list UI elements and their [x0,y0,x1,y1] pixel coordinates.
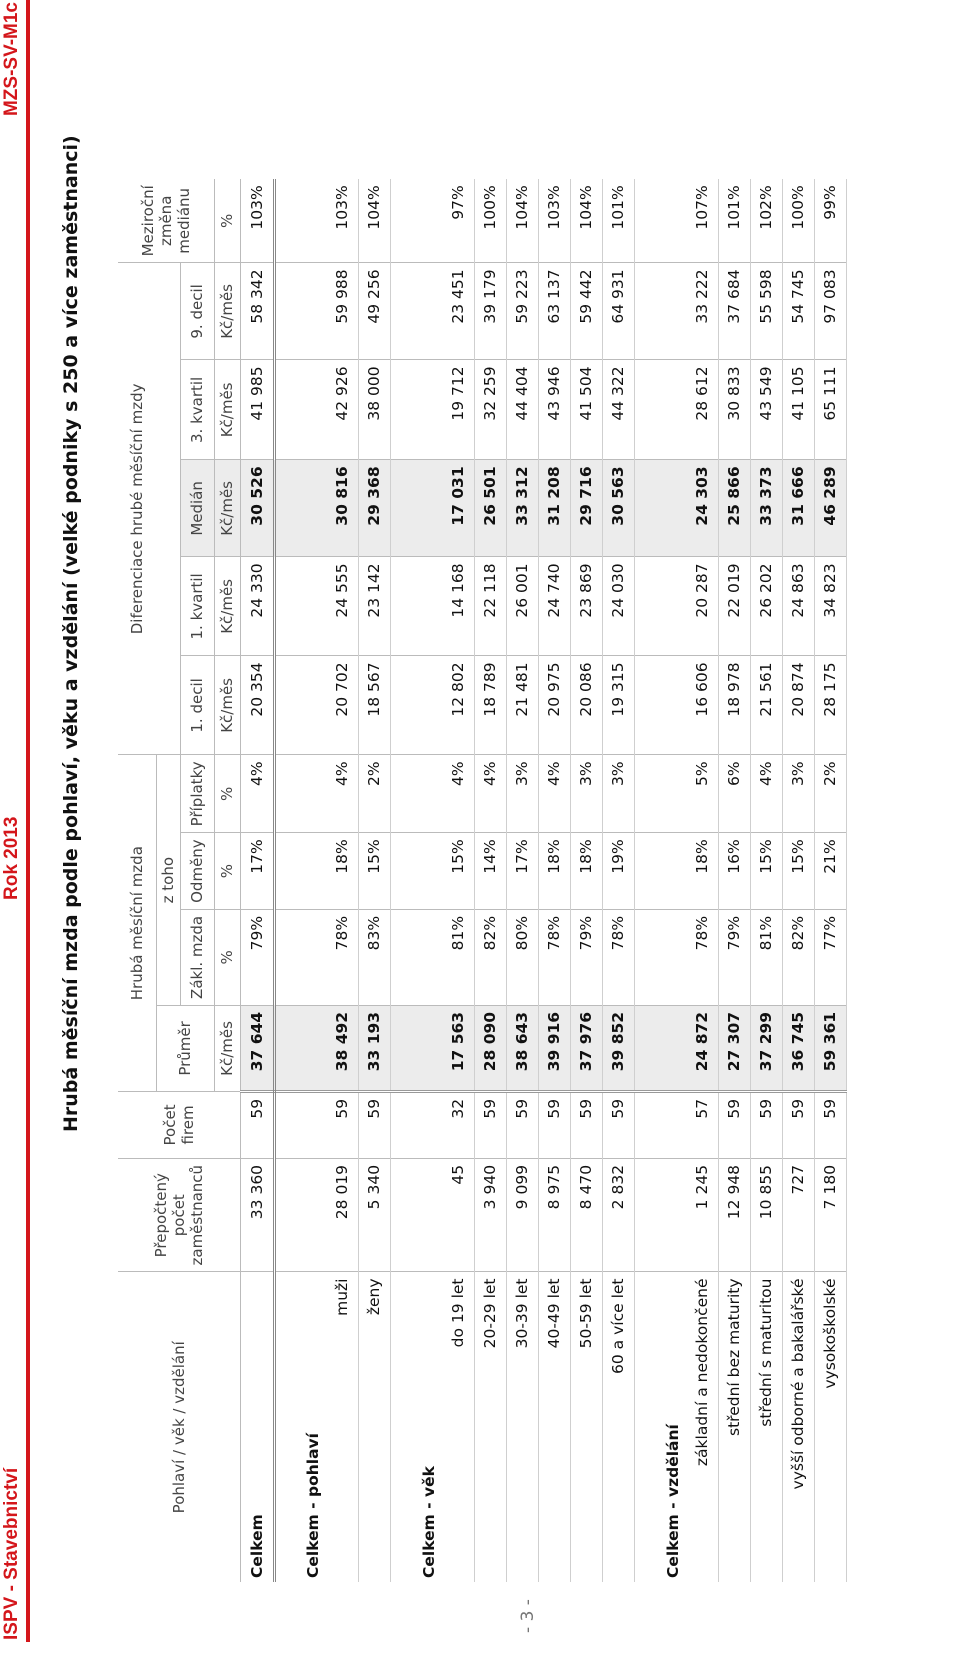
row-label: do 19 let [442,1272,474,1582]
unit-label: % [214,755,240,833]
table-cell: 38 492 [326,1005,358,1091]
table-cell: 103% [240,179,274,263]
table-cell: 65 111 [814,360,846,460]
table-cell: 23 869 [570,557,602,656]
total-row [240,179,274,1582]
page-number: - 3 - [518,1599,538,1633]
unit-label: % [214,909,240,1005]
section-title: Celkem - pohlaví [304,1433,322,1578]
table-row [814,179,846,1582]
table-cell: 104% [506,179,538,263]
table-cell: 8 975 [538,1158,570,1272]
section-title: Celkem - věk [420,1466,438,1578]
table-cell: 78% [686,909,718,1005]
table-cell: 2% [358,755,390,833]
row-label: 60 a více let [602,1272,634,1582]
table-cell: 78% [538,909,570,1005]
row-label: střední s maturitou [750,1272,782,1582]
table-row [506,179,538,1582]
table-cell: 44 322 [602,360,634,460]
table-cell: 31 666 [782,460,814,557]
table-cell: 18% [538,833,570,910]
table-cell: 18% [326,833,358,910]
table-cell: 59 [814,1091,846,1158]
table-cell: 28 019 [326,1158,358,1272]
table-cell: 4% [442,755,474,833]
row-label: 30-39 let [506,1272,538,1582]
table-cell: 28 090 [474,1005,506,1091]
table-cell: 79% [570,909,602,1005]
unit-label: Kč/měs [214,557,240,656]
table-cell: 59 [240,1091,274,1158]
table-cell: 26 001 [506,557,538,656]
table-cell: 28 612 [686,360,718,460]
table-cell: 37 299 [750,1005,782,1091]
table-cell: 30 563 [602,460,634,557]
table-header [118,179,240,1582]
table-cell: 15% [358,833,390,910]
table-cell: 33 312 [506,460,538,557]
table-cell: 8 470 [570,1158,602,1272]
table-cell: 5% [686,755,718,833]
row-label: vyšší odborné a bakalářské [782,1272,814,1582]
table-cell: 29 716 [570,460,602,557]
table-cell: 59 223 [506,263,538,360]
row-label: 40-49 let [538,1272,570,1582]
unit-label: Kč/měs [214,263,240,360]
table-cell: 107% [686,179,718,263]
table-cell: 44 404 [506,360,538,460]
table-cell: 15% [750,833,782,910]
table-cell: 41 985 [240,360,274,460]
table-cell: 38 643 [506,1005,538,1091]
table-cell: 32 [442,1091,474,1158]
col-employees: Přepočtený počet zaměstnanců [118,1158,240,1272]
table-cell: 17 563 [442,1005,474,1091]
table-cell: 20 975 [538,656,570,755]
table-cell: 41 504 [570,360,602,460]
table-cell: 78% [602,909,634,1005]
col-supplements: Příplatky [180,755,214,833]
table-cell: 34 823 [814,557,846,656]
row-label: 50-59 let [570,1272,602,1582]
table-row [442,179,474,1582]
table-cell: 18 978 [718,656,750,755]
table-cell: 59 442 [570,263,602,360]
table-cell: 21% [814,833,846,910]
table-cell: 41 105 [782,360,814,460]
table-cell: 32 259 [474,360,506,460]
table-cell: 104% [358,179,390,263]
table-row [750,179,782,1582]
table-cell: 20 287 [686,557,718,656]
table-cell: 18 567 [358,656,390,755]
row-label: 20-29 let [474,1272,506,1582]
table-cell: 17% [240,833,274,910]
unit-label: Kč/měs [214,1005,240,1091]
table-cell: 59 [506,1091,538,1158]
table-cell: 28 175 [814,656,846,755]
table-cell: 43 549 [750,360,782,460]
table-cell: 27 307 [718,1005,750,1091]
table-cell: 4% [326,755,358,833]
table-cell: 24 330 [240,557,274,656]
table-cell: 22 019 [718,557,750,656]
table-cell: 4% [538,755,570,833]
table-cell: 46 289 [814,460,846,557]
table-cell: 59 [538,1091,570,1158]
header-right: MZS-SV-M1c [1,2,22,117]
header-left: ISPV - Stavebnictví [1,1467,22,1640]
table-cell: 21 481 [506,656,538,755]
wage-table [118,179,847,1582]
table-cell: 39 179 [474,263,506,360]
table-cell: 7 180 [814,1158,846,1272]
table-cell: 10 855 [750,1158,782,1272]
table-cell: 59 361 [814,1005,846,1091]
table-row [358,179,390,1582]
table-cell: 82% [474,909,506,1005]
table-cell: 30 833 [718,360,750,460]
table-cell: 59 [326,1091,358,1158]
table-cell: 15% [782,833,814,910]
section-header-row [390,179,442,1582]
table-cell: 19 315 [602,656,634,755]
table-cell: 3% [602,755,634,833]
table-cell: 20 354 [240,656,274,755]
table-cell: 26 202 [750,557,782,656]
row-label: základní a nedokončené [686,1272,718,1582]
table-cell: 49 256 [358,263,390,360]
table-row [570,179,602,1582]
unit-label: % [214,179,240,263]
table-cell: 25 866 [718,460,750,557]
table-cell: 33 193 [358,1005,390,1091]
table-cell: 83% [358,909,390,1005]
table-cell: 33 373 [750,460,782,557]
row-label: Celkem [240,1272,274,1582]
table-cell: 38 000 [358,360,390,460]
table-cell: 36 745 [782,1005,814,1091]
table-cell: 18% [686,833,718,910]
table-cell: 24 740 [538,557,570,656]
section-header-row [274,179,326,1582]
table-cell: 59 [718,1091,750,1158]
table-cell: 80% [506,909,538,1005]
table-cell: 24 030 [602,557,634,656]
table-cell: 42 926 [326,360,358,460]
table-cell: 2 832 [602,1158,634,1272]
table-cell: 23 142 [358,557,390,656]
table-row [326,179,358,1582]
table-cell: 18 789 [474,656,506,755]
table-cell: 2% [814,755,846,833]
table-cell: 23 451 [442,263,474,360]
table-cell: 3% [570,755,602,833]
unit-label: Kč/měs [214,360,240,460]
col-differentiation: Diferenciace hrubé měsíční mzdy [118,263,156,755]
table-cell: 77% [814,909,846,1005]
table-cell: 16% [718,833,750,910]
table-cell: 727 [782,1158,814,1272]
table-cell: 37 684 [718,263,750,360]
table-cell: 37 976 [570,1005,602,1091]
table-cell: 37 644 [240,1005,274,1091]
table-row [686,179,718,1582]
unit-label: % [214,833,240,910]
table-cell: 3% [782,755,814,833]
table-row [718,179,750,1582]
table-cell: 29 368 [358,460,390,557]
page-title: Hrubá měsíční mzda podle pohlaví, věku a vzdělání (velké podniky s 250 a více zaměstnanci) [60,135,82,1132]
table-cell: 17% [506,833,538,910]
section-header-row [634,179,686,1582]
col-gross-wage: Hrubá měsíční mzda [118,755,156,1092]
row-label: muži [326,1272,358,1582]
row-label: ženy [358,1272,390,1582]
section-title: Celkem - vzdělání [664,1424,682,1578]
table-row [474,179,506,1582]
table-cell: 59 [474,1091,506,1158]
col-d9: 9. decil [180,263,214,360]
table-cell: 18% [570,833,602,910]
table-cell: 59 [750,1091,782,1158]
table-cell: 19 712 [442,360,474,460]
table-cell: 22 118 [474,557,506,656]
table-cell: 4% [474,755,506,833]
col-median: Medián [180,460,214,557]
table-cell: 17 031 [442,460,474,557]
col-bonuses: Odměny [180,833,214,910]
table-cell: 59 [602,1091,634,1158]
col-of-which: z toho [156,755,180,1006]
header-rule [26,0,30,1642]
page-header [0,0,26,1642]
table-cell: 24 872 [686,1005,718,1091]
table-cell: 24 303 [686,460,718,557]
table-cell: 15% [442,833,474,910]
table-cell: 24 863 [782,557,814,656]
table-cell: 12 948 [718,1158,750,1272]
table-cell: 39 852 [602,1005,634,1091]
header-center: Rok 2013 [1,816,22,900]
table-cell: 64 931 [602,263,634,360]
table-cell: 39 916 [538,1005,570,1091]
table-row [782,179,814,1582]
table-body [240,179,846,1582]
unit-label: Kč/měs [214,460,240,557]
table-cell: 24 555 [326,557,358,656]
table-cell: 100% [474,179,506,263]
table-cell: 4% [750,755,782,833]
table-cell: 63 137 [538,263,570,360]
table-cell: 43 946 [538,360,570,460]
table-cell: 9 099 [506,1158,538,1272]
col-q3: 3. kvartil [180,360,214,460]
table-cell: 58 342 [240,263,274,360]
table-cell: 54 745 [782,263,814,360]
table-cell: 81% [442,909,474,1005]
table-cell: 21 561 [750,656,782,755]
table-row [602,179,634,1582]
table-cell: 55 598 [750,263,782,360]
row-label: vysokoškolské [814,1272,846,1582]
table-cell: 33 222 [686,263,718,360]
table-cell: 99% [814,179,846,263]
col-yoy: Meziroční změna mediánu [118,179,214,263]
table-cell: 81% [750,909,782,1005]
col-firms: Počet firem [118,1091,240,1158]
table-cell: 30 526 [240,460,274,557]
table-cell: 103% [326,179,358,263]
table-cell: 20 702 [326,656,358,755]
table-cell: 45 [442,1158,474,1272]
table-cell: 33 360 [240,1158,274,1272]
col-q1: 1. kvartil [180,557,214,656]
table-cell: 30 816 [326,460,358,557]
table-cell: 97% [442,179,474,263]
table-cell: 101% [602,179,634,263]
table-cell: 103% [538,179,570,263]
col-average: Průměr [156,1005,214,1091]
table-cell: 78% [326,909,358,1005]
row-label: střední bez maturity [718,1272,750,1582]
table-cell: 79% [718,909,750,1005]
table-cell: 57 [686,1091,718,1158]
table-cell: 59 [570,1091,602,1158]
table-cell: 3 940 [474,1158,506,1272]
table-cell: 20 086 [570,656,602,755]
col-category: Pohlaví / věk / vzdělání [118,1272,240,1582]
table-cell: 4% [240,755,274,833]
table-cell: 82% [782,909,814,1005]
table-cell: 14 168 [442,557,474,656]
table-cell: 59 988 [326,263,358,360]
table-cell: 20 874 [782,656,814,755]
table-cell: 101% [718,179,750,263]
table-cell: 104% [570,179,602,263]
unit-label: Kč/měs [214,656,240,755]
col-base: Zákl. mzda [180,909,214,1005]
table-cell: 59 [358,1091,390,1158]
table-cell: 26 501 [474,460,506,557]
table-cell: 16 606 [686,656,718,755]
table-cell: 14% [474,833,506,910]
table-cell: 12 802 [442,656,474,755]
col-d1: 1. decil [180,656,214,755]
table-cell: 102% [750,179,782,263]
table-cell: 97 083 [814,263,846,360]
table-cell: 59 [782,1091,814,1158]
table-cell: 3% [506,755,538,833]
table-row [538,179,570,1582]
table-cell: 79% [240,909,274,1005]
table-cell: 5 340 [358,1158,390,1272]
table-cell: 19% [602,833,634,910]
table-cell: 31 208 [538,460,570,557]
table-cell: 100% [782,179,814,263]
table-cell: 6% [718,755,750,833]
table-cell: 1 245 [686,1158,718,1272]
